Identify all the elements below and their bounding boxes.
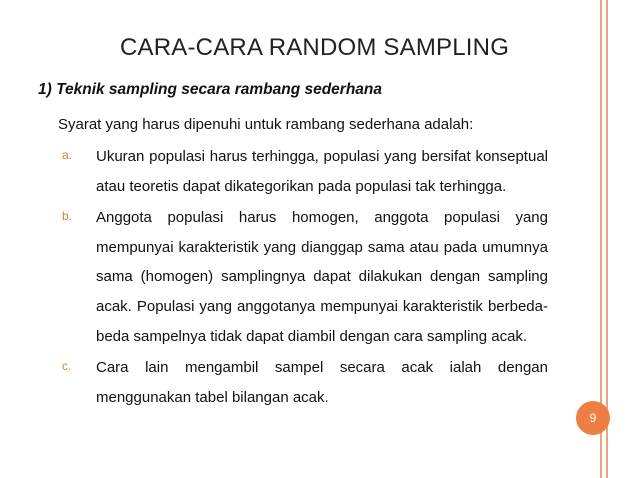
list-item-text: Ukuran populasi harus terhingga, populasi yang bersifat konseptual atau teoretis dapat dikategorikan pada populasi tak terhingga. (96, 148, 548, 195)
list-item-text: Cara lain mengambil sampel secara acak ialah dengan menggunakan tabel bilangan acak. (96, 359, 548, 406)
list-item (62, 353, 548, 412)
intro-text: Syarat yang harus dipenuhi untuk rambang sederhana adalah: (58, 116, 474, 133)
list-marker: b. (62, 209, 73, 224)
list-item (62, 142, 548, 201)
section-heading: 1) Teknik sampling secara rambang sederhana (38, 81, 383, 98)
slide-title: CARA-CARA RANDOM SAMPLING (120, 34, 510, 61)
requirements-list (62, 142, 548, 414)
list-item-text: Anggota populasi harus homogen, anggota populasi yang mempunyai karakteristik yang dianggap sama atau pada umumnya sama (homogen) samplingnya dapat dilakukan dengan sampling acak. Populasi yang anggotanya mempunyai karakteristik berbeda-beda sampelnya tidak dapat diambil dengan cara sampling acak. (96, 209, 548, 345)
page-number-badge: 9 (576, 401, 610, 435)
list-item (62, 203, 548, 351)
list-marker: c. (62, 359, 72, 374)
list-marker: a. (62, 148, 73, 162)
decorative-rule-right (606, 0, 608, 478)
